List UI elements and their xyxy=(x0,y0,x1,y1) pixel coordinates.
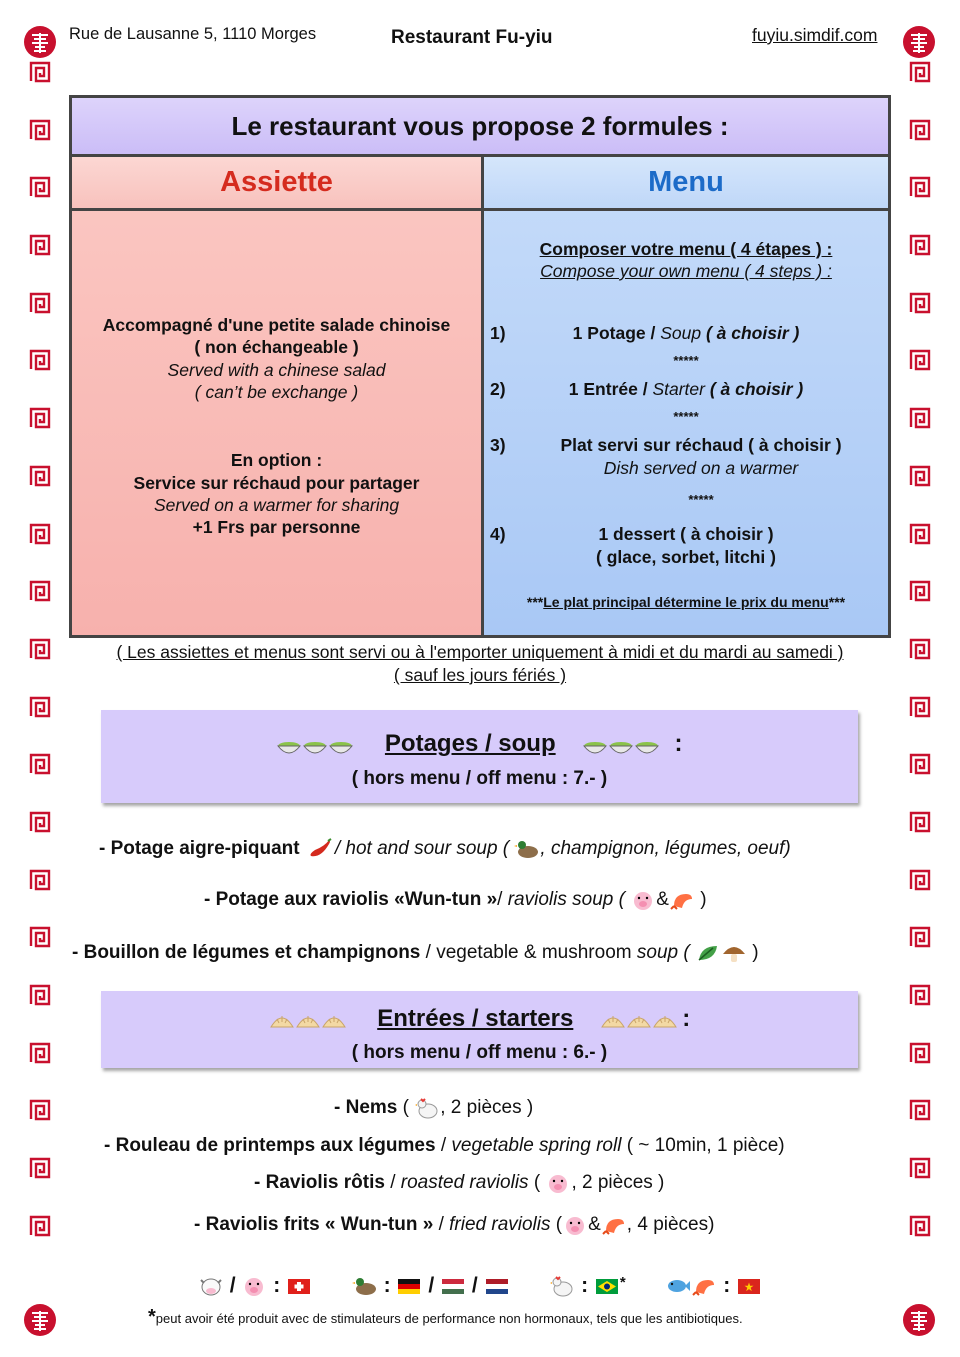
key-pattern-icon xyxy=(908,983,932,1007)
menu-step-2 xyxy=(484,378,888,401)
starter-3-rest: , 2 pièces ) xyxy=(571,1172,665,1194)
soup-item-3 xyxy=(72,942,759,964)
starter-item-3 xyxy=(254,1172,664,1194)
soup-2-slash: / xyxy=(497,889,503,911)
key-pattern-icon xyxy=(908,118,932,142)
netherlands-flag-icon xyxy=(486,1279,508,1294)
soups-price: ( hors menu / off menu : 7.- ) xyxy=(351,768,608,789)
menu-column xyxy=(484,157,888,635)
assiette-option-line-2: Served on a warmer for sharing xyxy=(153,495,400,515)
assiette-column xyxy=(72,157,484,635)
key-pattern-icon xyxy=(908,752,932,776)
key-pattern-icon xyxy=(908,60,932,84)
website-link[interactable]: fuyiu.simdif.com xyxy=(752,25,878,45)
starter-item-2 xyxy=(104,1135,785,1157)
swiss-flag-icon xyxy=(288,1279,310,1294)
service-note-line-2 xyxy=(0,664,960,687)
soup-3-close: ) xyxy=(752,942,759,964)
shou-seal-icon xyxy=(902,1303,936,1337)
soup-bowl-icon xyxy=(328,736,354,758)
pig-icon xyxy=(241,1275,267,1297)
key-pattern-icon xyxy=(28,1214,52,1238)
cow-icon xyxy=(198,1275,224,1297)
germany-flag-icon xyxy=(398,1279,420,1294)
menu-compose-en: Compose your own menu ( 4 steps ) : xyxy=(540,261,832,281)
key-pattern-icon xyxy=(28,233,52,257)
key-pattern-icon xyxy=(28,810,52,834)
step-number: 3) xyxy=(490,435,506,455)
footnote-asterisk: * xyxy=(148,1306,156,1328)
starter-4-en: fried raviolis xyxy=(449,1214,551,1236)
legend-colon: : xyxy=(581,1274,589,1297)
legend-colon: : xyxy=(383,1274,391,1297)
key-pattern-icon xyxy=(28,60,52,84)
leafy-green-icon xyxy=(695,942,721,964)
shrimp-icon xyxy=(601,1214,627,1236)
soup-item-1 xyxy=(99,838,791,860)
key-pattern-icon xyxy=(28,522,52,546)
mushroom-icon xyxy=(721,942,747,964)
note-prefix: *** xyxy=(526,594,544,610)
key-pattern-icon xyxy=(908,522,932,546)
soup-bowl-icon xyxy=(608,736,634,758)
key-pattern-icon xyxy=(28,291,52,315)
key-pattern-icon xyxy=(908,233,932,257)
starter-4-open: ( xyxy=(555,1214,563,1236)
menu-step-4-fr: 1 dessert ( à choisir ) xyxy=(598,524,774,544)
service-note-text-2: ( sauf les jours fériés ) xyxy=(393,665,567,685)
key-pattern-icon xyxy=(908,868,932,892)
shrimp-icon xyxy=(691,1275,717,1297)
key-pattern-icon xyxy=(908,175,932,199)
key-pattern-icon xyxy=(908,1214,932,1238)
key-pattern-icon xyxy=(908,291,932,315)
assiette-line-1: Accompagné d'une petite salade chinoise xyxy=(102,315,451,335)
starters-title-colon: : xyxy=(682,1005,691,1032)
starters-header-box xyxy=(101,991,858,1068)
starter-4-slash: / xyxy=(438,1214,444,1236)
key-pattern-icon xyxy=(908,348,932,372)
antibiotics-footnote xyxy=(148,1306,743,1329)
menu-compose-fr: Composer votre menu ( 4 étapes ) : xyxy=(539,239,833,259)
note-suffix: *** xyxy=(828,594,846,610)
key-pattern-icon xyxy=(908,810,932,834)
shou-seal-icon xyxy=(23,1303,57,1337)
starter-item-4 xyxy=(194,1214,714,1236)
starter-3-name: - Raviolis rôtis xyxy=(254,1172,385,1194)
assiette-option-line-3: +1 Frs par personne xyxy=(192,517,361,537)
step-2-en: Starter xyxy=(652,379,705,399)
starters-title: Entrées / starters xyxy=(377,1005,574,1032)
duck-icon xyxy=(352,1275,378,1297)
step-1-en: Soup xyxy=(660,323,702,343)
soup-bowl-icon xyxy=(634,736,660,758)
shou-seal-icon xyxy=(902,25,936,59)
key-pattern-icon xyxy=(908,579,932,603)
soup-2-name: - Potage aux raviolis «Wun-tun » xyxy=(204,889,498,911)
footnote-text: peut avoir été produit avec de stimulateurs de performance non hormonaux, tels que les antibiotiques. xyxy=(155,1311,743,1326)
pig-icon xyxy=(630,889,656,911)
restaurant-address: Rue de Lausanne 5, 1110 Morges xyxy=(69,25,317,43)
soup-bowl-icon xyxy=(302,736,328,758)
key-pattern-icon xyxy=(908,464,932,488)
shrimp-icon xyxy=(669,889,695,911)
soup-item-2 xyxy=(204,889,707,911)
key-pattern-icon xyxy=(908,1098,932,1122)
menu-step-1 xyxy=(484,322,888,345)
starter-item-1 xyxy=(334,1097,533,1119)
menu-step-3-en: Dish served on a warmer xyxy=(603,458,799,478)
step-separator: ***** xyxy=(688,492,714,507)
origin-legend xyxy=(0,1274,960,1298)
soups-title: Potages / soup xyxy=(384,730,556,757)
vietnam-flag-icon xyxy=(738,1279,760,1294)
key-pattern-icon xyxy=(28,348,52,372)
key-pattern-icon xyxy=(908,1156,932,1180)
pig-icon xyxy=(562,1214,588,1236)
assiette-line-4: ( can’t be exchange ) xyxy=(194,382,359,402)
starters-price: ( hors menu / off menu : 6.- ) xyxy=(351,1042,608,1063)
menu-price-note xyxy=(484,591,888,614)
soups-header-box xyxy=(101,710,858,803)
hungary-flag-icon xyxy=(442,1279,464,1294)
restaurant-name: Restaurant Fu-yiu xyxy=(391,27,553,48)
key-pattern-icon xyxy=(28,925,52,949)
soup-1-ingredients: , champignon, légumes, oeuf) xyxy=(540,838,791,860)
dumpling-icon xyxy=(321,1011,347,1033)
step-2-choice: ( à choisir ) xyxy=(709,379,804,399)
step-2-fr: 1 Entrée / xyxy=(568,379,648,399)
note-text: Le plat principal détermine le prix du menu xyxy=(543,594,829,610)
soup-1-en: / hot and sour soup ( xyxy=(334,838,510,860)
legend-slash: / xyxy=(428,1274,435,1297)
service-note-text-1: ( Les assiettes et menus sont servi ou à l'emporter uniquement à midi et du mardi au samedi ) xyxy=(116,642,844,662)
pig-icon xyxy=(545,1172,571,1194)
key-pattern-icon xyxy=(908,406,932,430)
starter-2-detail: ( ~ 10min, 1 pièce) xyxy=(626,1135,785,1156)
formulas-title: Le restaurant vous propose 2 formules : xyxy=(231,111,729,141)
menu-title: Menu xyxy=(484,157,888,211)
key-pattern-icon xyxy=(28,868,52,892)
step-number: 1) xyxy=(490,323,506,343)
soup-1-name: - Potage aigre-piquant xyxy=(99,838,300,860)
legend-colon: : xyxy=(723,1274,731,1297)
shou-seal-icon xyxy=(23,25,57,59)
starter-3-en: roasted raviolis xyxy=(400,1172,529,1194)
step-number: 2) xyxy=(490,379,506,399)
starter-3-open: ( xyxy=(533,1172,541,1194)
step-number: 4) xyxy=(490,524,506,544)
menu-step-3-fr: Plat servi sur réchaud ( à choisir ) xyxy=(560,435,842,455)
menu-step-4-en: ( glace, sorbet, litchi ) xyxy=(596,547,776,567)
key-pattern-icon xyxy=(28,695,52,719)
key-pattern-icon xyxy=(28,118,52,142)
soup-3-name: - Bouillon de légumes et champignons xyxy=(72,942,421,964)
starter-1-open: ( xyxy=(402,1097,409,1119)
soup-bowl-icon xyxy=(582,736,608,758)
soups-title-row xyxy=(101,730,858,758)
soup-2-close: ) xyxy=(700,889,707,911)
starter-4-name: - Raviolis frits « Wun-tun » xyxy=(194,1214,434,1236)
key-pattern-icon xyxy=(28,464,52,488)
key-pattern-icon xyxy=(28,1156,52,1180)
dumpling-icon xyxy=(600,1011,626,1033)
key-pattern-icon xyxy=(28,175,52,199)
starter-2-en: vegetable spring roll xyxy=(451,1135,622,1156)
key-pattern-icon xyxy=(28,983,52,1007)
starter-2-name: - Rouleau de printemps aux légumes xyxy=(104,1135,436,1156)
brazil-flag-icon xyxy=(596,1279,618,1294)
formulas-table xyxy=(69,95,891,638)
soup-bowl-icon xyxy=(276,736,302,758)
step-1-choice: ( à choisir ) xyxy=(705,323,800,343)
key-pattern-icon xyxy=(28,752,52,776)
soups-title-colon: : xyxy=(674,730,683,757)
key-pattern-icon xyxy=(908,695,932,719)
dumpling-icon xyxy=(626,1011,652,1033)
key-pattern-icon xyxy=(28,579,52,603)
key-pattern-icon xyxy=(908,1041,932,1065)
key-pattern-icon xyxy=(28,1098,52,1122)
legend-slash: / xyxy=(229,1274,236,1297)
step-separator: ***** xyxy=(673,353,699,368)
legend-colon: : xyxy=(273,1274,281,1297)
legend-asterisk: * xyxy=(619,1274,626,1291)
chili-pepper-icon xyxy=(305,838,335,860)
starter-3-slash: / xyxy=(390,1172,396,1194)
step-separator: ***** xyxy=(673,409,699,424)
chicken-icon xyxy=(414,1097,440,1119)
starters-title-row xyxy=(101,1005,858,1033)
key-pattern-icon xyxy=(28,406,52,430)
assiette-line-3: Served with a chinese salad xyxy=(167,360,386,380)
starter-4-rest: , 4 pièces) xyxy=(626,1214,715,1236)
assiette-option-line-1: Service sur réchaud pour partager xyxy=(133,473,420,493)
soup-2-en: raviolis soup ( xyxy=(507,889,625,911)
starter-1-rest: , 2 pièces ) xyxy=(440,1097,534,1119)
legend-slash: / xyxy=(471,1274,478,1297)
assiette-option-title: En option : xyxy=(230,450,323,470)
soup-3-en-2: soup ( xyxy=(636,942,690,964)
soup-2-amp: & xyxy=(656,889,669,911)
fish-icon xyxy=(665,1275,691,1297)
assiette-title: Assiette xyxy=(72,157,481,211)
dumpling-icon xyxy=(652,1011,678,1033)
chicken-icon xyxy=(549,1275,575,1297)
key-pattern-icon xyxy=(908,925,932,949)
formulas-header xyxy=(72,98,888,157)
duck-icon xyxy=(514,838,540,860)
soup-3-en: / vegetable & mushroom xyxy=(425,942,632,964)
key-pattern-icon xyxy=(28,1041,52,1065)
dumpling-icon xyxy=(295,1011,321,1033)
starter-1-name: - Nems xyxy=(334,1097,398,1119)
starter-4-amp: & xyxy=(588,1214,601,1236)
starter-2-slash: / xyxy=(440,1135,447,1156)
assiette-line-2: ( non échangeable ) xyxy=(194,337,359,357)
step-1-fr: 1 Potage / xyxy=(572,323,656,343)
service-note-line-1 xyxy=(0,641,960,664)
dumpling-icon xyxy=(269,1011,295,1033)
